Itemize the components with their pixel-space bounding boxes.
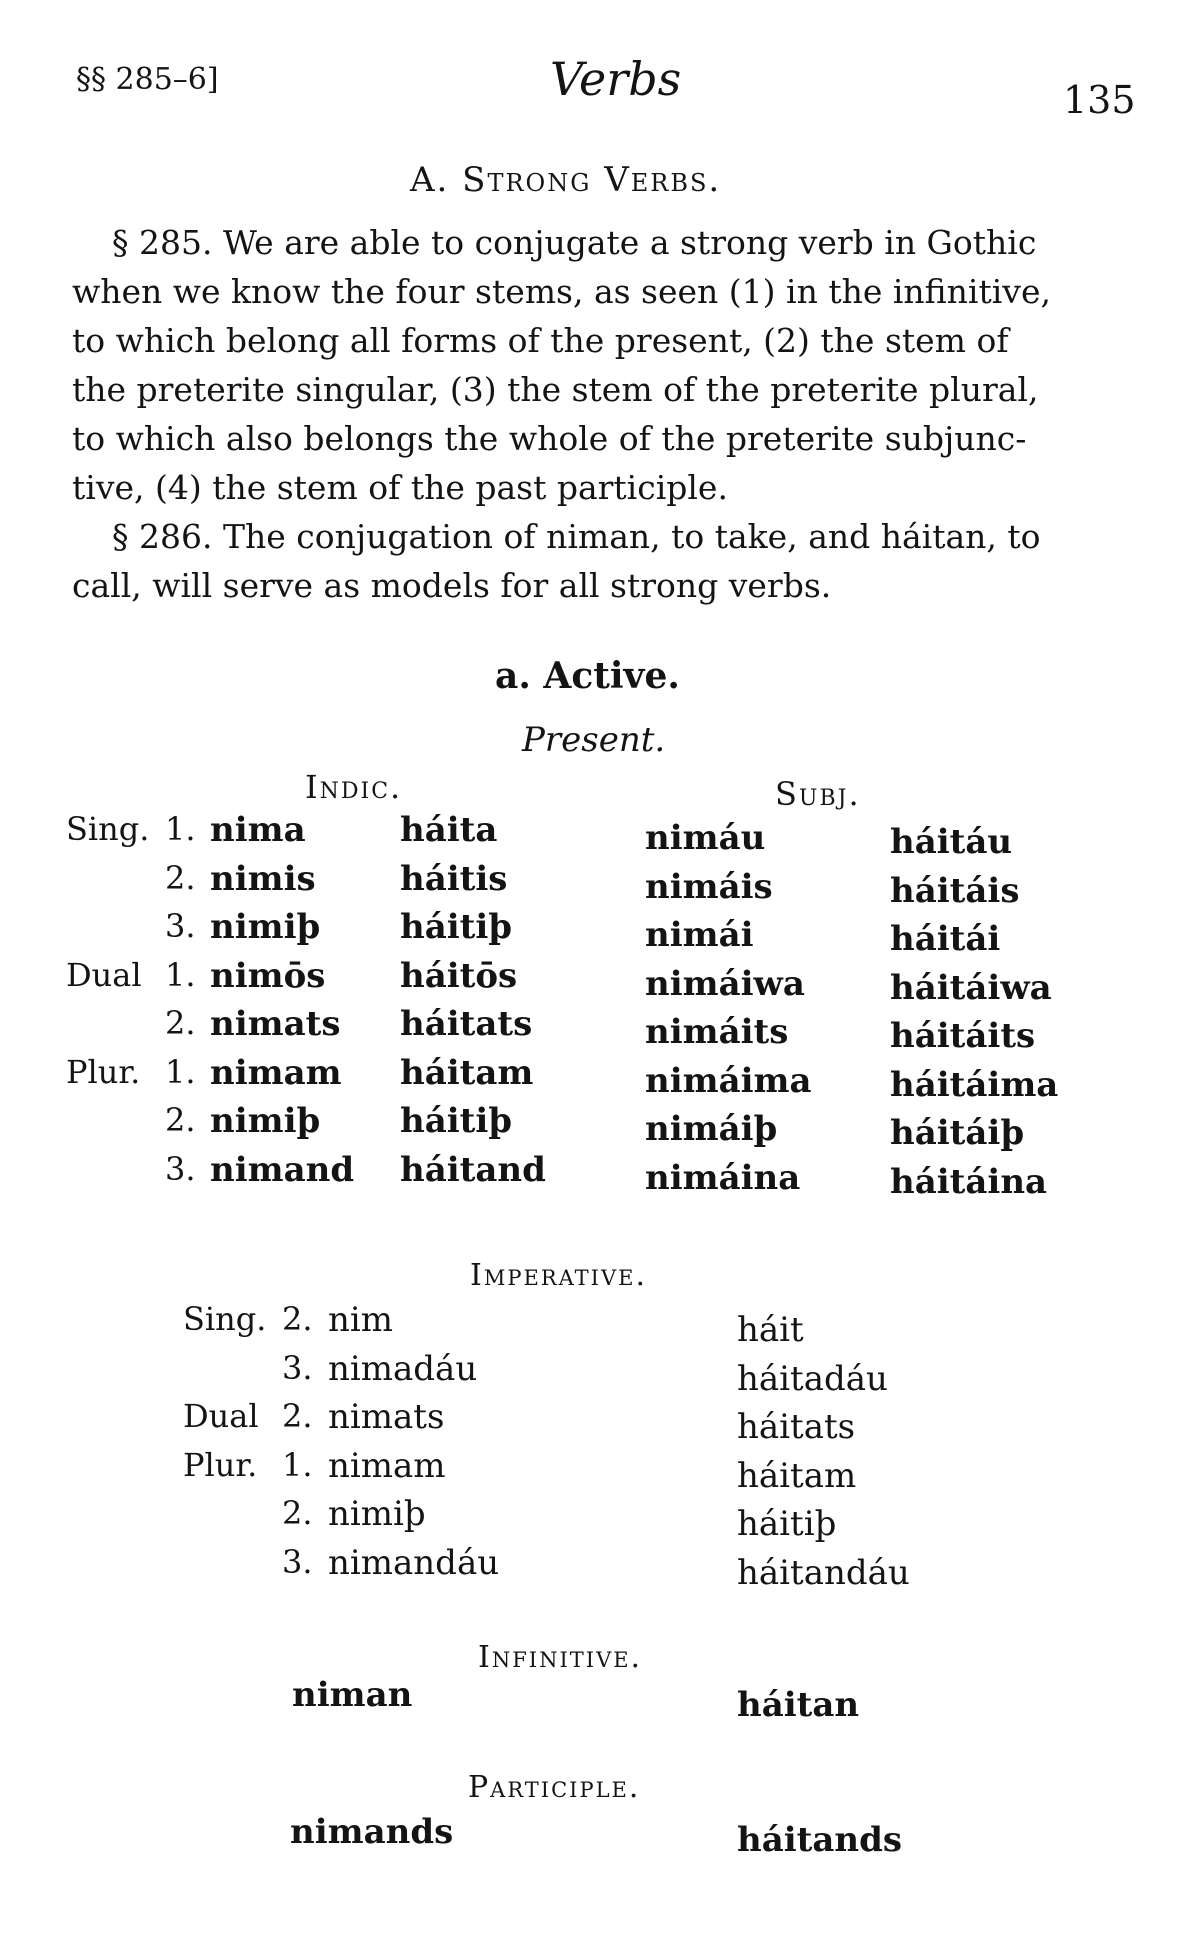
subj-haitan-form: háitáits — [890, 1016, 1036, 1056]
paragraph-285 — [72, 218, 1132, 512]
row-label: Dual — [66, 955, 142, 994]
indic-haitan-form: háitam — [400, 1052, 534, 1093]
paragraph-286 — [72, 512, 1132, 610]
row-number: 2. — [282, 1300, 313, 1338]
indic-haitan-form: háitōs — [400, 955, 518, 996]
paragraph-line: the preterite singular, (3) the stem of the preterite plural, — [72, 370, 1039, 409]
subj-niman-form: nimáis — [645, 866, 773, 907]
paragraph-line: § 285. We are able to conjugate a strong verb in Gothic — [112, 223, 1037, 262]
row-number: 2. — [282, 1494, 313, 1532]
paragraph-line: call, will serve as models for all strong verbs. — [72, 566, 832, 605]
indic-niman-form: nimats — [210, 1004, 341, 1044]
imperative-heading: Imperative. — [470, 1258, 647, 1293]
subj-niman-form: nimáits — [645, 1012, 789, 1052]
subj-niman-form: nimáima — [645, 1060, 812, 1101]
row-number: 3. — [282, 1542, 313, 1581]
subj-niman-form: nimáiþ — [645, 1109, 778, 1149]
subj-niman-form: nimáiwa — [645, 963, 805, 1004]
section-heading-strong-verbs: A. Strong Verbs. — [410, 160, 722, 200]
indic-niman-form: nimam — [210, 1052, 342, 1093]
row-number: 3. — [165, 907, 196, 945]
indic-niman-form: nimiþ — [210, 907, 321, 947]
participle-heading: Participle. — [468, 1770, 641, 1805]
subj-haitan-form: háitáis — [890, 870, 1020, 911]
subj-niman-form: nimáu — [645, 818, 766, 858]
imperative-haitan-form: háitam — [737, 1455, 857, 1496]
imperative-niman-form: nim — [328, 1300, 394, 1340]
paragraph-line: tive, (4) the stem of the past participle. — [72, 468, 728, 507]
infinitive-heading: Infinitive. — [478, 1640, 643, 1675]
indic-haitan-form: háitiþ — [400, 907, 513, 947]
imperative-niman-form: nimam — [328, 1445, 446, 1486]
subj-niman-form: nimáina — [645, 1157, 801, 1198]
subj-haitan-form: háitáiþ — [890, 1113, 1025, 1153]
present-heading: Present. — [522, 720, 666, 760]
row-label: Sing. — [183, 1300, 267, 1338]
paragraph-line: to which also belongs the whole of the preterite subjunc- — [72, 419, 1027, 458]
page-number: 135 — [1063, 78, 1136, 122]
imperative-haitan-form: háit — [737, 1310, 804, 1350]
subj-haitan-form: háitáima — [890, 1064, 1059, 1105]
indic-haitan-form: háitats — [400, 1004, 533, 1044]
indic-haitan-form: háita — [400, 810, 498, 850]
row-label: Plur. — [183, 1445, 258, 1484]
row-label: Plur. — [66, 1052, 141, 1091]
row-number: 2. — [282, 1397, 313, 1435]
paragraph-line: to which belong all forms of the present, (2) the stem of — [72, 321, 1009, 360]
subj-niman-form: nimái — [645, 915, 754, 955]
indic-haitan-form: háitiþ — [400, 1101, 513, 1141]
infinitive-haitan: háitan — [737, 1685, 860, 1725]
row-number: 1. — [282, 1445, 313, 1484]
indicative-heading: Indic. — [305, 768, 403, 806]
indic-niman-form: nimand — [210, 1149, 355, 1190]
subj-haitan-form: háitái — [890, 919, 1001, 959]
participle-niman: nimands — [290, 1812, 454, 1852]
subj-haitan-form: háitáina — [890, 1161, 1048, 1202]
section-reference: §§ 285–6] — [76, 62, 219, 97]
imperative-haitan-form: háitadáu — [737, 1358, 888, 1399]
indic-niman-form: nima — [210, 810, 306, 850]
imperative-niman-form: nimats — [328, 1397, 445, 1437]
row-number: 2. — [165, 1101, 196, 1139]
imperative-niman-form: nimadáu — [328, 1348, 478, 1389]
subj-haitan-form: háitáiwa — [890, 967, 1052, 1008]
imperative-haitan-form: háitiþ — [737, 1504, 837, 1544]
imperative-niman-form: nimandáu — [328, 1542, 500, 1583]
row-number: 3. — [282, 1348, 313, 1387]
infinitive-niman: niman — [292, 1675, 413, 1715]
imperative-haitan-form: háitandáu — [737, 1552, 910, 1593]
active-heading: a. Active. — [495, 655, 680, 697]
indic-niman-form: nimiþ — [210, 1101, 321, 1141]
row-label: Sing. — [66, 810, 150, 848]
row-number: 1. — [165, 1052, 196, 1091]
row-number: 2. — [165, 1004, 196, 1042]
indic-niman-form: nimis — [210, 858, 316, 899]
row-number: 2. — [165, 858, 196, 897]
indic-haitan-form: háitis — [400, 858, 508, 899]
row-number: 1. — [165, 810, 196, 848]
imperative-haitan-form: háitats — [737, 1407, 856, 1447]
subjunctive-heading: Subj. — [775, 775, 861, 813]
indic-haitan-form: háitand — [400, 1149, 546, 1190]
participle-haitan: háitands — [737, 1820, 903, 1860]
subj-haitan-form: háitáu — [890, 822, 1013, 862]
row-label: Dual — [183, 1397, 259, 1435]
imperative-niman-form: nimiþ — [328, 1494, 426, 1534]
row-number: 3. — [165, 1149, 196, 1188]
row-number: 1. — [165, 955, 196, 994]
paragraph-line: when we know the four stems, as seen (1) in the infinitive, — [72, 272, 1051, 311]
indic-niman-form: nimōs — [210, 955, 326, 996]
page-title: Verbs — [550, 52, 682, 106]
paragraph-line: § 286. The conjugation of niman, to take, and háitan, to — [112, 517, 1041, 556]
